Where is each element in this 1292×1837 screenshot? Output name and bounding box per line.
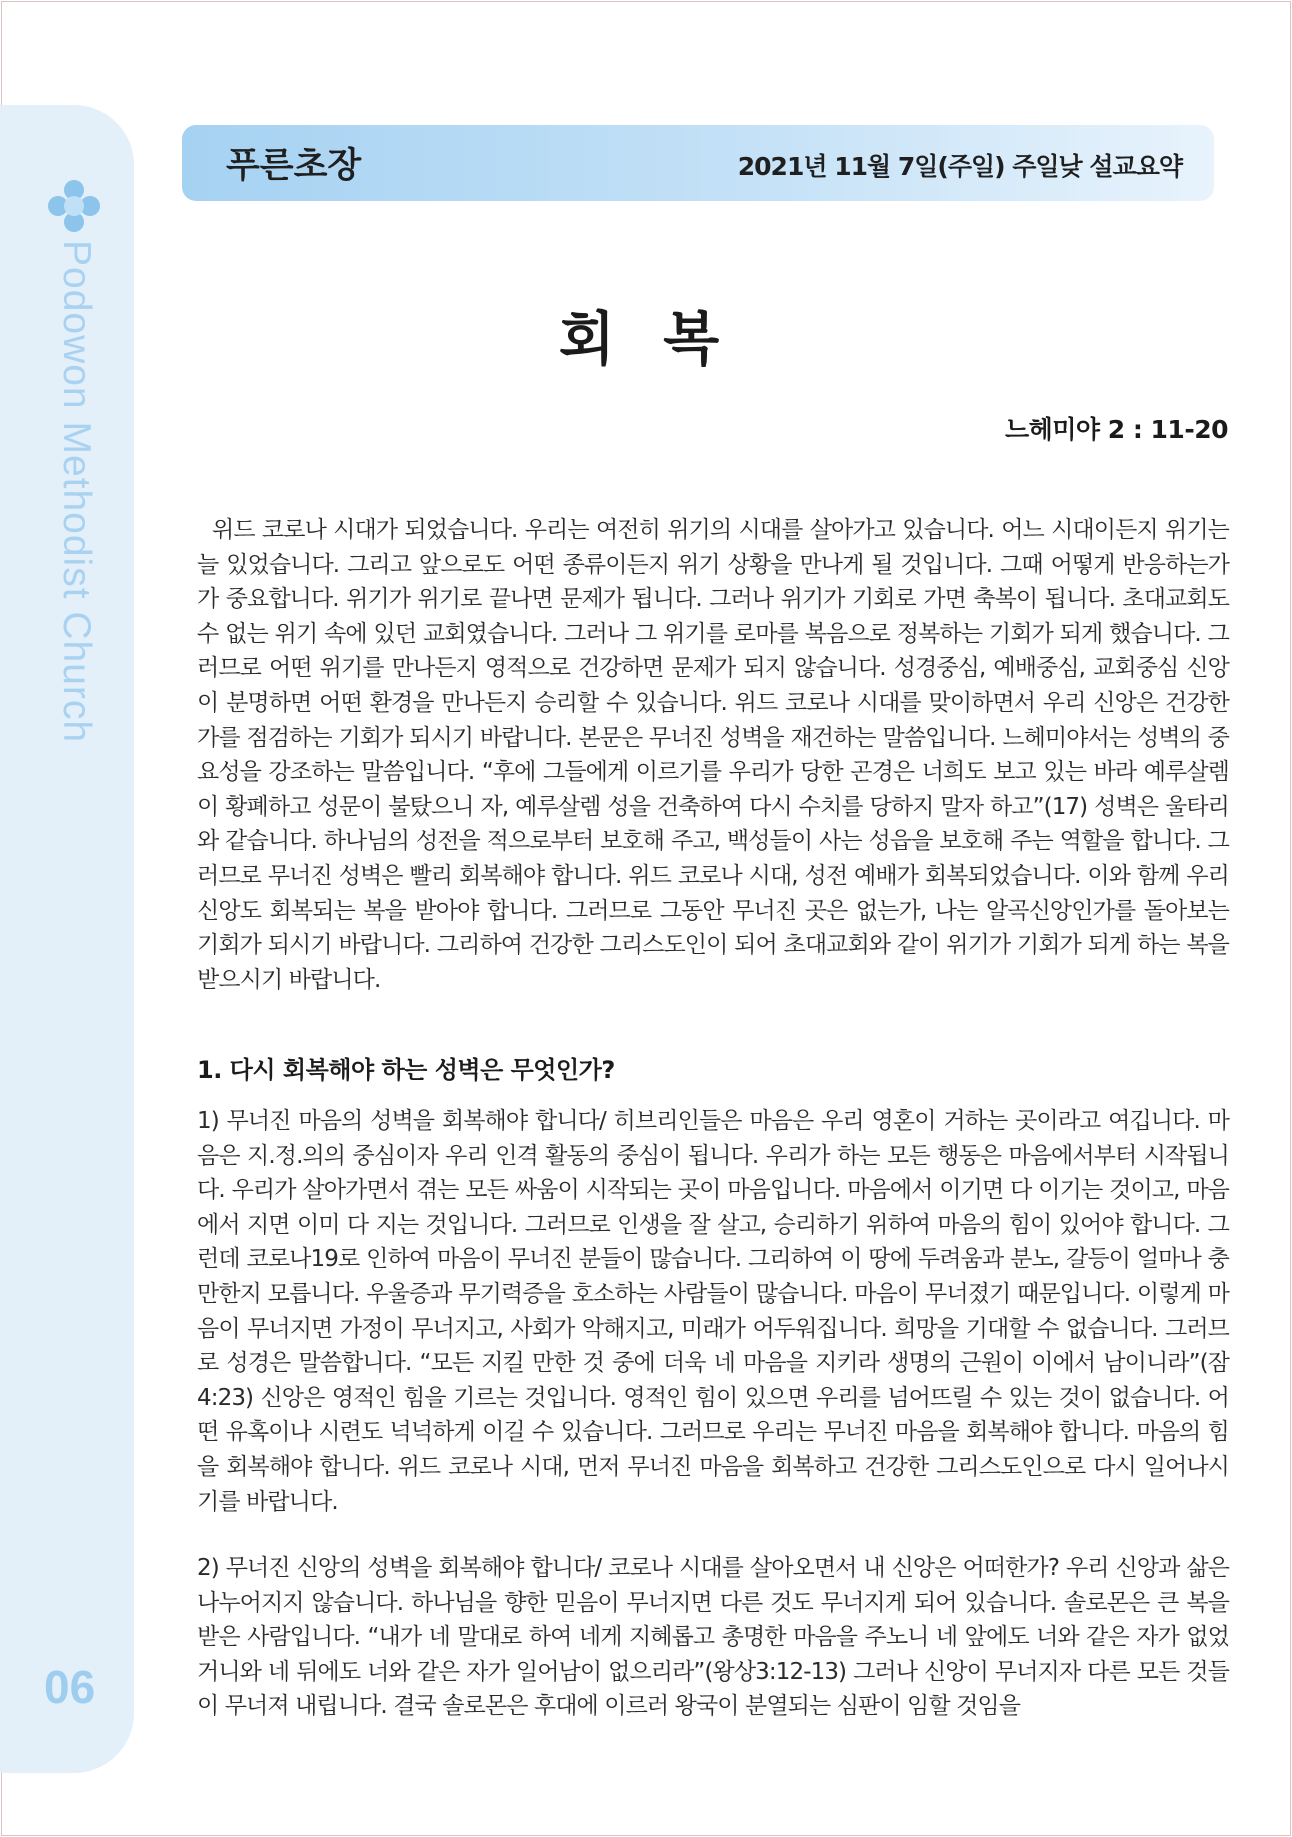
- clover-icon: [48, 180, 100, 232]
- section-heading: 1. 다시 회복해야 하는 성벽은 무엇인가?: [197, 1056, 615, 1084]
- intro-paragraph: 위드 코로나 시대가 되었습니다. 우리는 여전히 위기의 시대를 살아가고 있습니다. 어느 시대이든지 위기는 늘 있었습니다. 그리고 앞으로도 어떤 종류이든지 위기 상황을 만나게 될 것입니다. 그때 어떻게 반응하는가가 중요합니다. 위기가 위기로 끝나면 문제가 됩니다. 그러나 위기가 기회로 가면 축복이 됩니다. 초대교회도 수 없는 위기 속에 있던 교회였습니다. 그러나 그 위기를 로마를 복음으로 정복하는 기회가 되게 했습니다. 그러므로 어떤 위기를 만나든지 영적으로 건강하면 문제가 되지 않습니다. 성경중심, 예배중심, 교회중심 신앙이 분명하면 어떤 환경을 만나든지 승리할 수 있습니다. 위드 코로나 시대를 맞이하면서 우리 신앙은 건강한가를 점검하는 기회가 되시기 바랍니다. 본문은 무너진 성벽을 재건하는 말씀입니다. 느헤미야서는 성벽의 중요성을 강조하는 말씀입니다. “후에 그들에게 이르기를 우리가 당한 곤경은 너희도 보고 있는 바라 예루살렘이 황폐하고 성문이 불탔으니 자, 예루살렘 성을 건축하여 다시 수치를 당하지 말자 하고”(17) 성벽은 울타리와 같습니다. 하나님의 성전을 적으로부터 보호해 주고, 백성들이 사는 성읍을 보호해 주는 역할을 합니다. 그러므로 무너진 성벽은 빨리 회복해야 합니다. 위드 코로나 시대, 성전 예배가 회복되었습니다. 이와 함께 우리 신앙도 회복되는 복을 받아야 합니다. 그러므로 그동안 무너진 곳은 없는가, 나는 알곡신앙인가를 돌아보는 기회가 되시기 바랍니다. 그리하여 건강한 그리스도인이 되어 초대교회와 같이 위기가 기회가 되게 하는 복을 받으시기 바랍니다.: [197, 517, 1229, 993]
- scripture-reference: 느헤미야 2 : 11-20: [1004, 415, 1228, 444]
- header-banner: [182, 125, 1214, 201]
- point-1-paragraph: 1) 무너진 마음의 성벽을 회복해야 합니다/ 히브리인들은 마음은 우리 영혼이 거하는 곳이라고 여깁니다. 마음은 지.정.의의 중심이자 우리 인격 활동의 중심이 됩니다. 우리가 하는 모든 행동은 마음에서부터 시작됩니다. 우리가 살아가면서 겪는 모든 싸움이 시작되는 곳이 마음입니다. 마음에서 이기면 다 이기는 것이고, 마음에서 지면 이미 다 지는 것입니다. 그러므로 인생을 잘 살고, 승리하기 위하여 마음의 힘이 있어야 합니다. 그런데 코로나19로 인하여 마음이 무너진 분들이 많습니다. 그리하여 이 땅에 두려움과 분노, 갈등이 얼마나 충만한지 모릅니다. 우울증과 무기력증을 호소하는 사람들이 많습니다. 마음이 무너졌기 때문입니다. 이렇게 마음이 무너지면 가정이 무너지고, 사회가 악해지고, 미래가 어두워집니다. 희망을 기대할 수 없습니다. 그러므로 성경은 말씀합니다. “모든 지킬 만한 것 중에 더욱 네 마음을 지키라 생명의 근원이 이에서 남이니라”(잠4:23) 신앙은 영적인 힘을 기르는 것입니다. 영적인 힘이 있으면 우리를 넘어뜨릴 수 있는 것이 없습니다. 어떤 유혹이나 시련도 넉넉하게 이길 수 있습니다. 그러므로 우리는 무너진 마음을 회복해야 합니다. 마음의 힘을 회복해야 합니다. 위드 코로나 시대, 먼저 무너진 마음을 회복하고 건강한 그리스도인으로 다시 일어나시기를 바랍니다.: [197, 1108, 1229, 1515]
- header-title: 푸른초장: [226, 146, 362, 186]
- header-date: 2021년 11월 7일(주일) 주일낮 설교요약: [737, 152, 1182, 181]
- point-2-paragraph: 2) 무너진 신앙의 성벽을 회복해야 합니다/ 코로나 시대를 살아오면서 내 신앙은 어떠한가? 우리 신앙과 삶은 나누어지지 않습니다. 하나님을 향한 믿음이 무너지면 다른 것도 무너지게 되어 있습니다. 솔로몬은 큰 복을 받은 사람입니다. “내가 네 말대로 하여 네게 지혜롭고 총명한 마음을 주노니 네 앞에도 너와 같은 자가 없었거니와 네 뒤에도 너와 같은 자가 일어남이 없으리라”(왕상3:12-13) 그러나 신앙이 무너지자 다른 모든 것들이 무너져 내립니다. 결국 솔로몬은 후대에 이르러 왕국이 분열되는 심판이 임할 것임을: [197, 1555, 1229, 1720]
- page-number: 06: [44, 1661, 96, 1713]
- sermon-title: 회 복: [558, 305, 734, 373]
- church-name: Podowon Methodist Church: [55, 240, 98, 744]
